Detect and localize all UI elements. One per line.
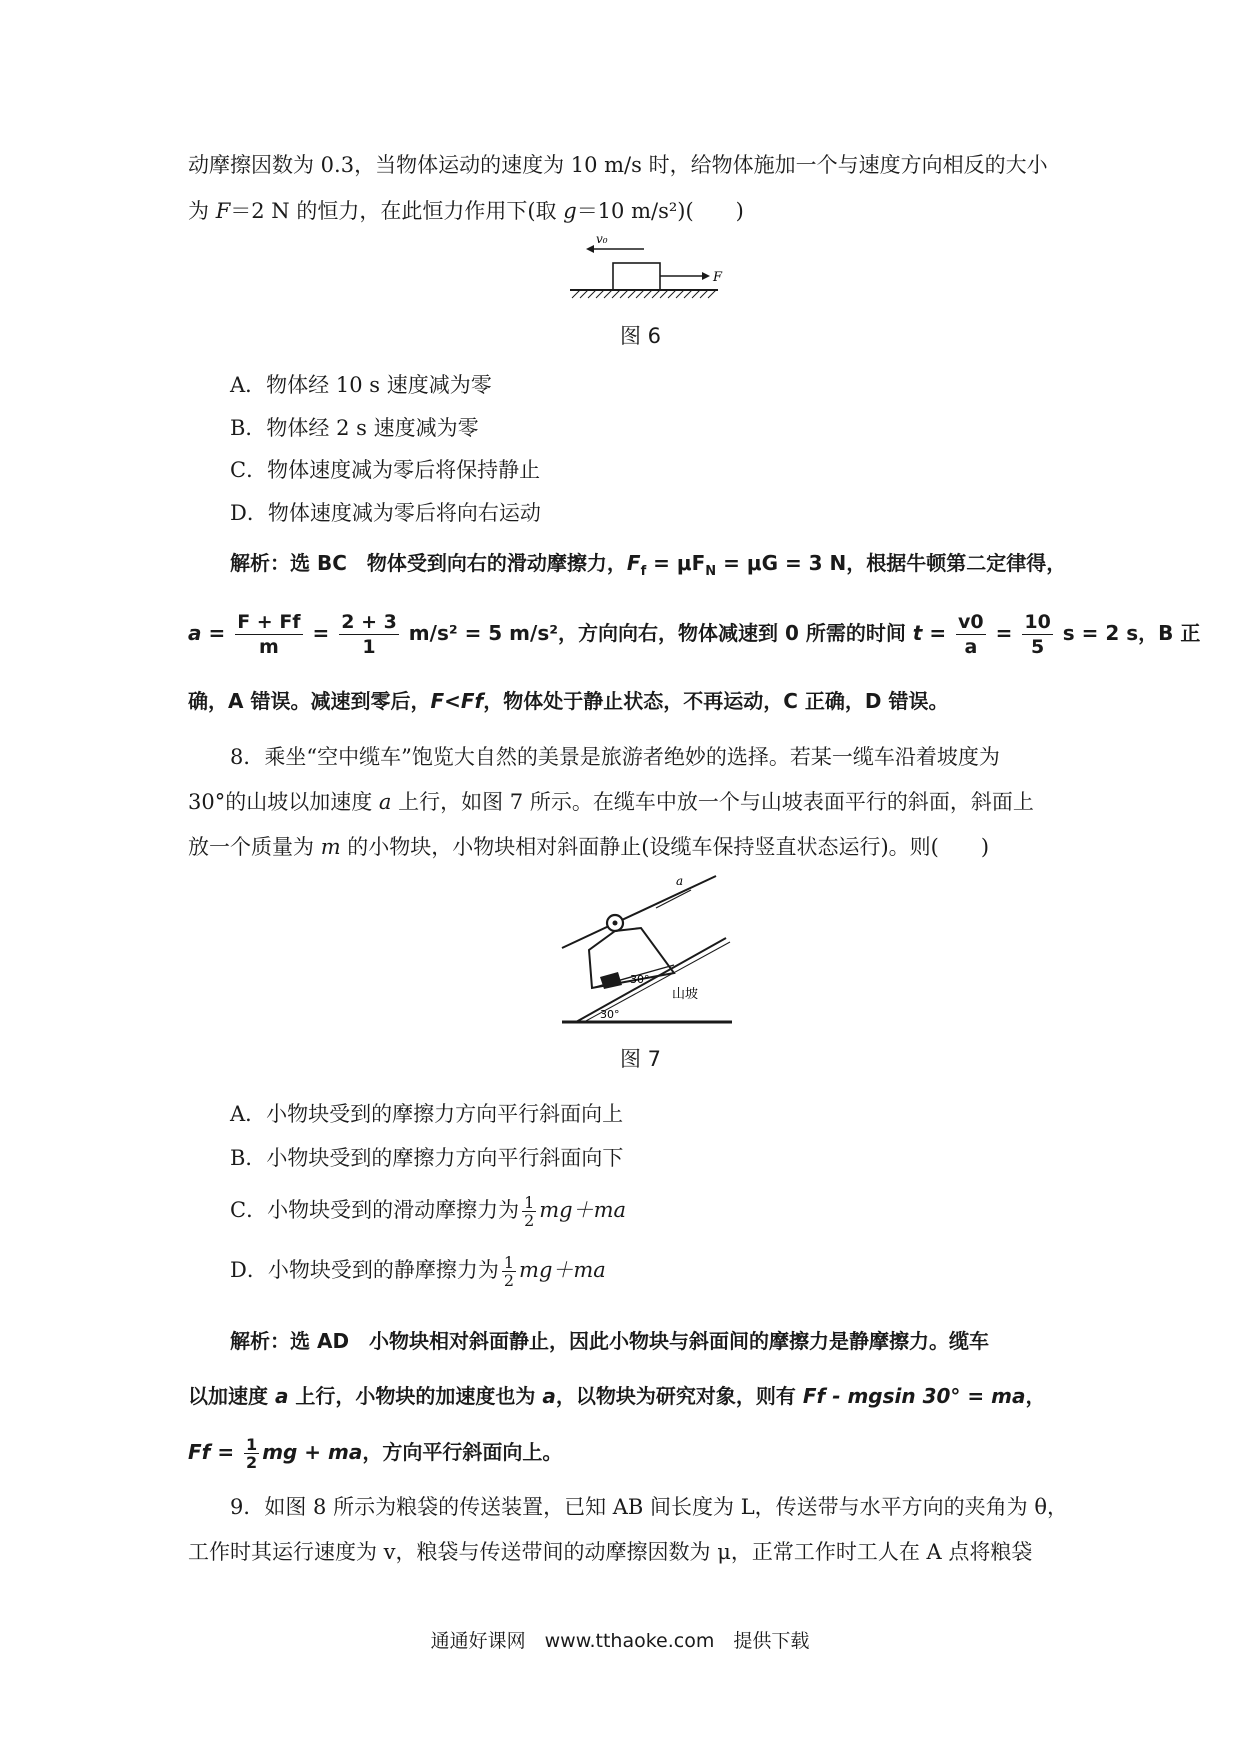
- q8-line-2: 30°的山坡以加速度 a 上行，如图 7 所示。在缆车中放一个与山坡表面平行的斜面，斜面上: [188, 790, 1034, 814]
- fig7-label-30-ground: 30°: [600, 1008, 620, 1021]
- q8-line-1: 8．乘坐“空中缆车”饱览大自然的美景是旅游者绝妙的选择。若某一缆车沿着坡度为: [230, 745, 1000, 769]
- q7-solution-line-3: 确，A 错误。减速到零后，F<Ff，物体处于静止状态，不再运动，C 正确，D 错误。: [188, 689, 949, 713]
- q7-option-a: A．物体经 10 s 速度减为零: [230, 373, 492, 397]
- fraction: $\frac{v0}{a}$: [958, 611, 984, 658]
- fraction: $\frac{1}{2}$: [503, 1253, 515, 1290]
- q8-option-c: C．小物块受到的滑动摩擦力为 $\frac{1}{2}$ mg＋ma: [230, 1193, 627, 1230]
- q8-option-b: B．小物块受到的摩擦力方向平行斜面向下: [230, 1146, 624, 1170]
- figure-6-caption: 图 6: [620, 324, 662, 348]
- q8-option-d: D．小物块受到的静摩擦力为 $\frac{1}{2}$ mg＋ma: [230, 1253, 606, 1290]
- fig7-label-30-cabin: 30°: [630, 973, 650, 986]
- q8-solution-line-2: 以加速度 a 上行，小物块的加速度也为 a，以物块为研究对象，则有 Ff - mgsin 30° = ma，: [188, 1384, 1046, 1408]
- figure-6: [560, 228, 730, 300]
- q7-option-b: B．物体经 2 s 速度减为零: [230, 416, 479, 440]
- fraction: $\frac{1}{2}$: [246, 1435, 258, 1472]
- q7-solution-line-1: 解析：选 BC 物体受到向右的滑动摩擦力，$F_f = \mu F_N = \mu G = 3$ N，根据牛顿第二定律得，: [230, 551, 1067, 579]
- fraction: $\frac{2 + 3}{1}$: [341, 611, 397, 658]
- q8-solution-line-3: Ff = $\frac{1}{2}$ mg + ma，方向平行斜面向上。: [188, 1435, 563, 1472]
- q7-line-2: 为 F＝2 N 的恒力，在此恒力作用下(取 g＝10 m/s²)( ): [188, 199, 744, 223]
- q9-line-1: 9．如图 8 所示为粮袋的传送装置，已知 AB 间长度为 L，传送带与水平方向的夹角为 θ，: [230, 1495, 1068, 1519]
- fig7-label-slope: 山坡: [672, 987, 699, 1002]
- fig7-label-a: a: [676, 874, 684, 888]
- fig6-label-F: F: [713, 270, 723, 285]
- fig6-label-v0: v₀: [596, 232, 608, 246]
- q7-line-1: 动摩擦因数为 0.3，当物体运动的速度为 10 m/s 时，给物体施加一个与速度方向相反的大小: [188, 153, 1048, 177]
- q8-solution-line-1: 解析：选 AD 小物块相对斜面静止，因此小物块与斜面间的摩擦力是静摩擦力。缆车: [230, 1329, 990, 1353]
- fraction: $\frac{F + Ff}{m}$: [237, 611, 301, 658]
- q7-option-c: C．物体速度减为零后将保持静止: [230, 458, 541, 482]
- q7-option-d: D．物体速度减为零后将向右运动: [230, 501, 541, 525]
- q8-line-3: 放一个质量为 m 的小物块，小物块相对斜面静止(设缆车保持竖直状态运行)。则( ): [188, 835, 990, 859]
- fraction: $\frac{10}{5}$: [1024, 611, 1051, 658]
- fraction: $\frac{1}{2}$: [524, 1193, 535, 1230]
- page-footer: 通通好课网 www.tthaoke.com 提供下载: [430, 1630, 810, 1652]
- figure-7: [556, 870, 736, 1028]
- figure-7-caption: 图 7: [620, 1047, 662, 1071]
- q7-solution-line-2: a = $\frac{F + Ff}{m}$ = $\frac{2 + 3}{1}$ m/s² = 5 m/s²，方向向右，物体减速到 0 所需的时间 t = $\frac{v0}{a}$ = $\frac{10}{5}$ s = 2 s，B 正: [188, 611, 1201, 658]
- q8-option-a: A．小物块受到的摩擦力方向平行斜面向上: [230, 1102, 624, 1126]
- q9-line-2: 工作时其运行速度为 v，粮袋与传送带间的动摩擦因数为 μ，正常工作时工人在 A 点将粮袋: [188, 1540, 1033, 1564]
